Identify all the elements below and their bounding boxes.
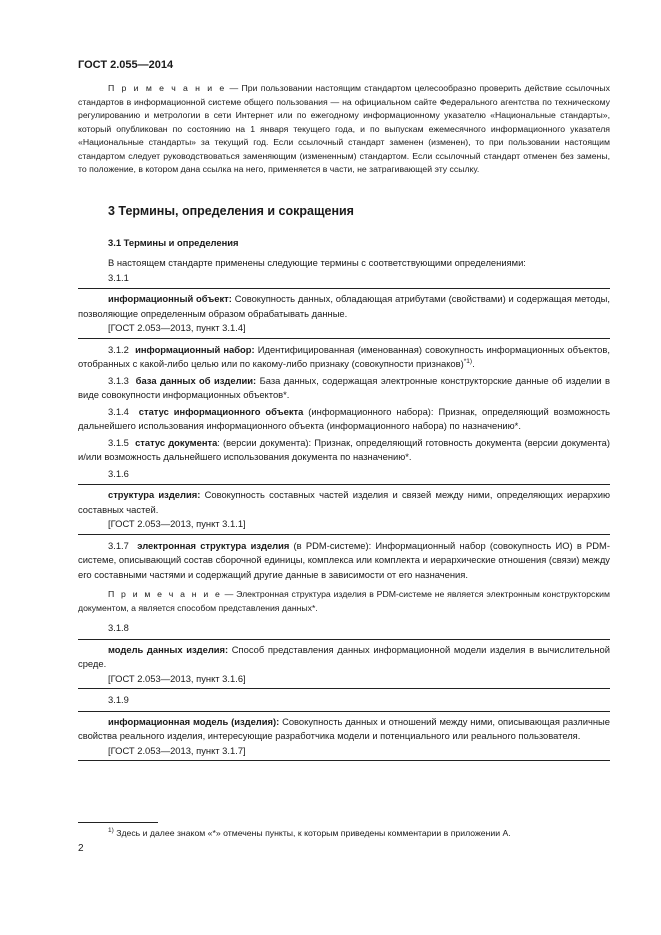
- term-name: информационный набор:: [135, 343, 255, 355]
- term-3-1-5: [78, 436, 610, 465]
- term-num: 3.1.3: [108, 374, 129, 386]
- term-3-1-2: [78, 343, 610, 372]
- term-def: Совокупность данных и отношений между ними, описывающая различные свойства реального изделия, интересующие разработчика модели и потенциального или реального пользователя.: [78, 715, 610, 741]
- term-number-3-1-6: 3.1.6: [108, 467, 129, 479]
- term-reference: [ГОСТ 2.053—2013, пункт 3.1.6]: [108, 672, 246, 684]
- term-def: Способ представления данных информационной модели изделия в вычислительной среде.: [78, 643, 610, 669]
- term-def: (информационного набора): Признак, определяющий возможность дальнейшего использования информационного объекта (информационного набора) по назначению*.: [78, 405, 611, 431]
- term-definition-3-1-1: [78, 292, 610, 321]
- term-3-1-4: [78, 405, 610, 434]
- term-box-3-1-1: [78, 288, 610, 339]
- term-def: Совокупность данных, обладающая атрибутами (свойствами) и содержащая методы, позволяющие определенным образом обрабатывать данные.: [78, 293, 610, 319]
- term-name: модель данных изделия:: [108, 643, 229, 655]
- term-number-3-1-1: 3.1.1: [108, 271, 129, 283]
- term-reference: [ГОСТ 2.053—2013, пункт 3.1.4]: [108, 322, 246, 333]
- term-num: 3.1.5: [108, 436, 129, 448]
- term-num: 3.1.2: [108, 343, 129, 355]
- term-name: структура изделия:: [108, 489, 201, 500]
- term-definition-3-1-6: [78, 488, 610, 517]
- subsection-3-1-heading: 3.1 Термины и определения: [108, 236, 239, 248]
- term-number-3-1-8: 3.1.8: [108, 622, 129, 633]
- term-number-3-1-9: 3.1.9: [108, 694, 129, 705]
- term-3-1-7: [78, 539, 610, 583]
- term-tail: .: [472, 358, 475, 369]
- term-name: электронная структура изделия: [137, 539, 290, 551]
- term-def: : (версии документа): Признак, определяющий готовность документа (версии документа) и/или возможность дальнейшего использования документа по назначению*.: [78, 436, 610, 462]
- term-box-3-1-9: [78, 711, 610, 762]
- term-name: статус документа: [135, 436, 218, 448]
- section-3-heading: 3 Термины, определения и сокращения: [108, 203, 354, 218]
- standard-code-header: ГОСТ 2.055—2014: [78, 59, 174, 71]
- footnote: [108, 828, 511, 838]
- footnote-marker: 1): [108, 827, 114, 835]
- term-3-1-7-note: [78, 588, 610, 615]
- term-3-1-3: [78, 374, 610, 403]
- footnote-text: Здесь и далее знаком «*» отмечены пункты, к которым приведены комментарии в приложении А.: [113, 828, 511, 838]
- page-content: [78, 82, 610, 765]
- term-def: (в PDM-системе): Информационный набор (совокупность ИО) в PDM-системе, описывающий состав сборочной единицы, комплекса или комплекта и иерархические отношения (связи) между его составными частями и содержащий другие данные в зависимости от его назначения.: [78, 539, 610, 580]
- term-box-3-1-8: [78, 639, 610, 690]
- term-def: Совокупность составных частей изделия и связей между ними, определяющих иерархию составных частей.: [78, 489, 610, 515]
- term-box-3-1-6: [78, 484, 610, 535]
- term-name: база данных об изделии:: [135, 374, 257, 386]
- note-label: П р и м е ч а н и е: [108, 83, 227, 93]
- term-def: База данных, содержащая электронные конструкторские данные об изделии в виде совокупности информационных объектов*.: [78, 374, 610, 400]
- term-def: Идентифицированная (именованная) совокупность информационных объектов, отобранных с какой-либо целью или по какому-либо признаку (совокупности признаков): [78, 343, 610, 369]
- term-num: 3.1.7: [108, 539, 129, 551]
- term-reference: [ГОСТ 2.053—2013, пункт 3.1.7]: [108, 744, 246, 756]
- term-name: информационная модель (изделия):: [108, 715, 280, 727]
- term-reference: [ГОСТ 2.053—2013, пункт 3.1.1]: [108, 518, 246, 529]
- page-number: 2: [78, 843, 84, 854]
- term-num: 3.1.4: [108, 405, 129, 417]
- note-text: — При пользовании настоящим стандартом целесообразно проверить действие ссылочных стандартов в информационной системе общего пользования — на официальном сайте Федерального агентства по техническому регулированию и метрологии в сети Интернет или по ежегодному информационному указателю «Национальные стандарты», который опубликован по состоянию на 1 января текущего года, и по выпускам ежемесячного информационного указателя «Национальные стандарты» за текущий год. Если ссылочный стандарт заменен (изменен), то при пользовании настоящим стандартом следует руководствоваться заменяющим (измененным) стандартом. Если ссылочный стандарт отменен без замены, то положение, в котором дана ссылка на него, применяется в части, не затрагивающей эту ссылку.: [78, 83, 610, 174]
- intro-note: [78, 82, 610, 177]
- term-definition-3-1-8: [78, 643, 610, 672]
- note-label: П р и м е ч а н и е: [108, 589, 222, 599]
- term-name: информационный объект:: [108, 293, 232, 304]
- term-definition-3-1-9: [78, 715, 610, 744]
- footnote-separator: [78, 822, 158, 823]
- footnote-mark: *1): [463, 357, 473, 365]
- term-name: статус информационного объекта: [138, 405, 304, 417]
- intro-paragraph: В настоящем стандарте применены следующие термины с соответствующими определениями:: [108, 257, 526, 268]
- note-text: — Электронная структура изделия в PDM-системе не является электронным конструкторским документом, а является способом представления данных*.: [78, 589, 610, 613]
